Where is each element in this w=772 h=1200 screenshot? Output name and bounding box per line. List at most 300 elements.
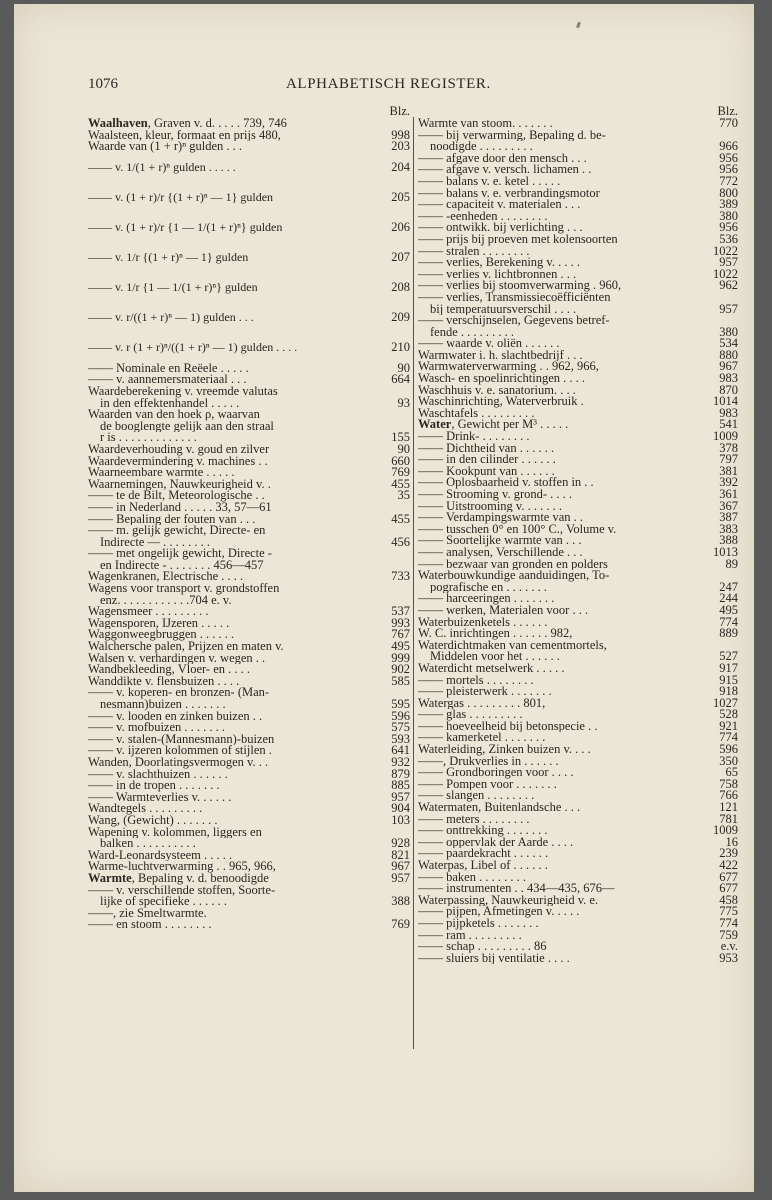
index-entry (88, 664, 410, 676)
index-entry (88, 118, 410, 130)
entry-text: enz. . . . . . . . . . . .704 e. v. (100, 594, 232, 607)
entry-page: 388 (391, 894, 410, 909)
entry-text: —— Strooming v. grond- . . . . (418, 489, 573, 501)
entry-text: —— baken . . . . . . . . (418, 871, 526, 884)
index-entry (88, 722, 410, 734)
index-entry (418, 753, 738, 768)
index-entry (88, 141, 410, 153)
entry-page: 766 (719, 788, 738, 803)
entry-page: 993 (391, 615, 410, 630)
index-entry (88, 615, 410, 630)
index-entry (418, 118, 738, 130)
index-entry (88, 687, 410, 699)
formula-entry (88, 153, 410, 183)
entry-page: 999 (391, 650, 410, 665)
entry-page: 1022 (713, 243, 738, 258)
entry-text: —— Pompen voor . . . . . . . (418, 778, 557, 791)
index-entry (88, 374, 410, 386)
index-entry (418, 185, 738, 200)
headword: Water (418, 419, 452, 432)
index-entry (418, 848, 738, 860)
index-entry (88, 861, 410, 873)
entry-page: 962 (719, 278, 738, 293)
entry-page: 759 (719, 927, 738, 942)
entry-text: —— schap . . . . . . . . . 86 (418, 941, 547, 953)
entry-text: Waschinrichting, Waterverbruik . (418, 396, 584, 408)
formula-entry (88, 273, 410, 303)
entry-page: 957 (391, 789, 410, 804)
entry-text: —— pijpketels . . . . . . . (418, 917, 539, 930)
entry-text: Waarnemingen, Nauwkeurigheid v. . (88, 478, 271, 491)
entry-page: 155 (391, 430, 410, 445)
index-entry (418, 544, 738, 559)
entry-page: 733 (391, 569, 410, 584)
entry-text: Waardeverhouding v. goud en zilver (88, 443, 270, 456)
index-entry (88, 650, 410, 665)
entry-text: Warmwaterverwarming . . 962, 966, (418, 361, 599, 374)
entry-text: —— afgave door den mensch . . . (418, 152, 587, 165)
index-entry (88, 534, 410, 549)
index-entry (418, 883, 738, 895)
entry-text: —— afgave v. versch. lichamen . . (418, 164, 592, 176)
index-entry (418, 338, 738, 350)
entry-text: Wagensporen, IJzeren . . . . . (88, 617, 230, 630)
entry-page: 880 (719, 347, 738, 362)
entry-text: Water, Gewicht per M³ . . . . . (418, 419, 569, 432)
entry-text: Walchersche palen, Prijzen en maten v. (88, 641, 284, 653)
entry-page: 247 (719, 579, 738, 594)
left-blz-header: Blz. (389, 104, 410, 118)
entry-page: 89 (725, 556, 738, 571)
entry-page: 918 (719, 684, 738, 699)
entry-text: —— te de Bilt, Meteorologische . . (88, 490, 265, 502)
index-entry (418, 324, 738, 339)
entry-text: —— v. aannemersmateriaal . . . (88, 374, 247, 386)
index-entry (418, 243, 738, 258)
index-entry (418, 280, 738, 292)
entry-text: Wagenkranen, Electrische . . . . (88, 571, 244, 584)
index-entry (418, 315, 738, 327)
entry-text: balken . . . . . . . . . . (100, 838, 196, 850)
entry-page: 769 (391, 465, 410, 480)
index-entry (418, 709, 738, 721)
entry-page: 455 (391, 476, 410, 491)
entry-text: Wanden, Doorlatingsvermogen v. . . (88, 756, 269, 769)
entry-page: 93 (397, 395, 410, 410)
entry-page: 774 (719, 614, 738, 629)
entry-page: 495 (391, 639, 410, 654)
entry-text: Waschhuis v. e. sanatorium. . . . (418, 384, 576, 397)
entry-page: 921 (719, 718, 738, 733)
entry-page: 458 (719, 892, 738, 907)
entry-page: 677 (719, 881, 738, 896)
entry-text: Waterdicht metselwerk . . . . . (418, 662, 565, 675)
entry-text: —— balans v. e. verbrandingsmotor (418, 187, 600, 200)
entry-page: 244 (719, 591, 738, 606)
index-entry (88, 885, 410, 897)
entry-page: 380 (719, 208, 738, 223)
index-entry (88, 511, 410, 526)
index-entry (418, 614, 738, 629)
entry-text: —— slangen . . . . . . . . (418, 790, 535, 803)
entry-text: —— Grondboringen voor . . . . (418, 767, 574, 779)
entry-page: 902 (391, 662, 410, 677)
index-entry (418, 382, 738, 397)
entry-text: —— verschijnselen, Gegevens betref- (418, 315, 610, 327)
entry-text: ——, zie Smeltwarmte. (88, 907, 207, 920)
running-head: ALPHABETISCH REGISTER. (286, 76, 491, 92)
index-entry (88, 502, 410, 514)
entry-text: —— in Nederland . . . . . 33, 57—61 (88, 501, 272, 514)
index-entry (418, 950, 738, 965)
entry-text: —— paardekracht . . . . . . (418, 848, 549, 860)
entry-page: 957 (719, 301, 738, 316)
entry-text: —— -eenheden . . . . . . . . (418, 210, 548, 223)
entry-text: —— onttrekking . . . . . . . (418, 825, 548, 837)
entry-page: 889 (719, 626, 738, 641)
index-entry (418, 825, 738, 837)
entry-page: 1013 (713, 544, 738, 559)
index-entry (88, 441, 410, 456)
entry-text: —— Drink- . . . . . . . . (418, 431, 530, 443)
entry-page: 775 (719, 904, 738, 919)
formula-entry (88, 303, 410, 333)
index-entry (88, 571, 410, 583)
entry-text: in den effektenhandel . . . . . (100, 397, 240, 410)
formula-text: —— v. (1 + r)/r {1 — 1/(1 + r)ⁿ} gulden (88, 220, 283, 235)
entry-page: 879 (391, 766, 410, 781)
index-entry (418, 405, 738, 420)
entry-text: Indirecte — . . . . . . . . (100, 536, 211, 549)
entry-text: —— v. stalen-(Mannesmann)-buizen (88, 733, 275, 746)
entry-page: 917 (719, 660, 738, 675)
index-entry (418, 672, 738, 687)
entry-text: —— glas . . . . . . . . . (418, 709, 523, 721)
entry-page: 1022 (713, 266, 738, 281)
entry-text: Wasch- en spoelinrichtingen . . . . (418, 373, 586, 385)
entry-text: Ward-Leonardsysteem . . . . . (88, 849, 233, 862)
index-entry (88, 560, 410, 572)
index-entry (418, 208, 738, 223)
entry-text: Middelen voor het . . . . . . (430, 651, 560, 663)
index-entry (88, 453, 410, 468)
index-entry (418, 361, 738, 373)
column-divider (413, 117, 414, 1049)
index-entry (418, 431, 738, 443)
left-entries (88, 118, 410, 931)
entry-text: —— sluiers bij ventilatie . . . . (418, 952, 570, 965)
index-entry (418, 767, 738, 779)
entry-page: 904 (391, 801, 410, 816)
entry-text: Waarneembare warmte . . . . . (88, 467, 235, 479)
entry-page: 456 (391, 534, 410, 549)
index-entry (418, 570, 738, 582)
entry-text: Watermaten, Buitenlandsche . . . (418, 802, 581, 814)
entry-text: Waschtafels . . . . . . . . . (418, 407, 535, 420)
entry-page: 915 (719, 672, 738, 687)
entry-page: 772 (719, 173, 738, 188)
entry-page: 527 (719, 649, 738, 664)
entry-page: 781 (719, 811, 738, 826)
index-entry (88, 673, 410, 688)
index-entry (88, 395, 410, 410)
entry-text: en Indirecte - . . . . . . . 456—457 (100, 559, 264, 572)
entry-text: —— balans v. e. ketel . . . . . (418, 175, 561, 188)
entry-page: 956 (719, 220, 738, 235)
headword: Waalhaven (88, 118, 148, 130)
entry-page: 870 (719, 382, 738, 397)
index-entry (88, 766, 410, 781)
index-entry (88, 595, 410, 607)
entry-page: 455 (391, 511, 410, 526)
entry-text: Warmte, Bepaling v. d. benoodigde (88, 872, 269, 885)
entry-page: 966 (719, 139, 738, 154)
entry-text: Wapening v. kolommen, liggers en (88, 826, 262, 839)
entry-page: 495 (719, 602, 738, 617)
entry-page: 541 (719, 417, 738, 432)
right-entries (418, 118, 738, 964)
right-column (418, 104, 738, 964)
entry-page: 205 (391, 190, 410, 205)
entry-page: 203 (391, 139, 410, 154)
index-entry (88, 708, 410, 723)
index-entry (418, 498, 738, 513)
entry-page: 534 (719, 336, 738, 351)
entry-page: 593 (391, 731, 410, 746)
entry-text: —— stralen . . . . . . . . (418, 245, 530, 258)
entry-page: 361 (719, 487, 738, 501)
entry-text: Waterpas, Libel of . . . . . . (418, 860, 548, 872)
index-entry (418, 640, 738, 652)
entry-text: Wagensmeer . . . . . . . . . (88, 606, 209, 618)
index-entry (418, 941, 738, 953)
entry-page: 65 (725, 765, 738, 780)
entry-text: —— tusschen 0° en 100° C., Volume v. (418, 523, 617, 536)
index-entry (418, 396, 738, 408)
index-entry (88, 838, 410, 850)
formula-text: —— v. r/((1 + r)ⁿ — 1) gulden . . . (88, 310, 254, 325)
entry-text: —— met ongelijk gewicht, Directe - (88, 548, 272, 560)
paper-fleck (576, 22, 581, 29)
entry-page: 957 (391, 870, 410, 885)
entry-page: 595 (391, 697, 410, 711)
entry-page: 209 (391, 310, 410, 325)
entry-text: Waalhaven, Graven v. d. . . . . 739, 746 (88, 118, 287, 130)
index-entry (88, 803, 410, 815)
formula-text: —— v. 1/r {1 — 1/(1 + r)ⁿ} gulden (88, 280, 258, 295)
index-entry (88, 409, 410, 421)
index-entry (88, 490, 410, 502)
index-entry (88, 583, 410, 595)
entry-text: Waterbuizenketels . . . . . . (418, 616, 548, 629)
index-entry (418, 892, 738, 907)
entry-page: 983 (719, 405, 738, 420)
entry-text: Wandtegels . . . . . . . . . (88, 803, 203, 815)
entry-page: 380 (719, 324, 738, 339)
entry-page: 932 (391, 754, 410, 769)
entry-page: 767 (391, 627, 410, 642)
entry-text: —— m. gelijk gewicht, Directe- en (88, 525, 266, 537)
entry-text: Warme-luchtverwarming . . 965, 966, (88, 861, 276, 873)
entry-text: —— werken, Materialen voor . . . (418, 604, 589, 617)
index-entry (418, 164, 738, 176)
index-entry (88, 127, 410, 142)
entry-page: 641 (391, 743, 410, 758)
entry-text: —— v. slachthuizen . . . . . . (88, 768, 228, 781)
entry-text: —— instrumenten . . 434—435, 676— (418, 883, 615, 895)
entry-text: noodigde . . . . . . . . . (430, 141, 533, 153)
entry-page: 967 (719, 359, 738, 374)
index-entry (418, 744, 738, 756)
index-entry (88, 745, 410, 757)
index-entry (88, 629, 410, 641)
entry-text: lijke of specifieke . . . . . . (100, 896, 228, 908)
entry-page: 800 (719, 185, 738, 200)
entry-text: —— v. ijzeren kolommen of stijlen . (88, 745, 272, 757)
index-entry (418, 906, 738, 918)
left-column (88, 104, 410, 931)
index-entry (418, 266, 738, 281)
entry-page: 1014 (713, 394, 738, 409)
index-entry (88, 896, 410, 908)
entry-page: 928 (391, 836, 410, 851)
entry-text: Waarde van (1 + r)ⁿ gulden . . . (88, 141, 243, 153)
index-entry (418, 231, 738, 246)
entry-text: —— Nominale en Reëele . . . . . (88, 362, 249, 375)
entry-page: 983 (719, 371, 738, 386)
index-entry (88, 548, 410, 560)
index-entry (418, 222, 738, 234)
index-entry (88, 754, 410, 769)
index-entry (418, 521, 738, 536)
index-entry (88, 386, 410, 398)
entry-page: 350 (719, 753, 738, 768)
index-entry (88, 606, 410, 618)
index-entry (88, 421, 410, 433)
headword: Warmte (88, 872, 132, 885)
entry-page: 378 (719, 440, 738, 455)
entry-page: e.v. (720, 939, 738, 954)
index-entry (418, 593, 738, 605)
entry-page: 770 (719, 116, 738, 130)
index-entry (418, 347, 738, 362)
entry-page: 575 (391, 720, 410, 735)
entry-page: 392 (719, 475, 738, 490)
entry-page: 90 (397, 360, 410, 375)
entry-text: Waterbouwkundige aanduidingen, To- (418, 570, 610, 582)
formula-entry (88, 213, 410, 243)
index-entry (88, 847, 410, 862)
entry-text: —— meters . . . . . . . . (418, 813, 530, 826)
entry-page: 769 (391, 917, 410, 932)
entry-text: —— harceeringen . . . . . . . (418, 593, 555, 605)
entry-page: 956 (719, 150, 738, 165)
index-entry (88, 525, 410, 537)
index-entry (418, 173, 738, 188)
index-entry (418, 292, 738, 304)
entry-page: 208 (391, 280, 410, 295)
index-entry (418, 141, 738, 153)
formula-text: —— v. (1 + r)/r {(1 + r)ⁿ — 1} gulden (88, 190, 274, 205)
entry-page: 677 (719, 869, 738, 884)
entry-page: 383 (719, 521, 738, 536)
entry-text: Waarden van den hoek ρ, waarvan (88, 409, 260, 421)
index-entry (418, 454, 738, 466)
index-entry (418, 556, 738, 571)
index-entry (418, 477, 738, 489)
entry-text: —— ontwikk. bij verlichting . . . (418, 222, 583, 234)
formula-entry (88, 333, 410, 363)
entry-text: —— v. verschillende stoffen, Soorte- (88, 884, 276, 897)
entry-text: —— hoeveelheid bij betonspecie . . (418, 720, 598, 733)
index-entry (418, 150, 738, 165)
entry-page: 422 (719, 858, 738, 872)
entry-text: —— pijpen, Afmetingen v. . . . . (418, 906, 580, 918)
index-entry (418, 811, 738, 826)
entry-text: Wang, (Gewicht) . . . . . . . (88, 814, 218, 827)
entry-page: 536 (719, 231, 738, 246)
index-entry (88, 360, 410, 375)
entry-page: 821 (391, 847, 410, 862)
index-entry (88, 731, 410, 746)
index-entry (418, 790, 738, 802)
entry-page: 956 (719, 162, 738, 177)
index-entry (418, 686, 738, 698)
index-entry (418, 695, 738, 710)
entry-text: —— bezwaar van gronden en polders (418, 558, 608, 571)
entry-text: Waggonweegbruggen . . . . . . (88, 629, 235, 642)
entry-page: 381 (719, 463, 738, 478)
entry-text: —— Kookpunt van . . . . . . (418, 465, 555, 478)
entry-page: 367 (719, 498, 738, 513)
formula-text: —— v. 1/r {(1 + r)ⁿ — 1} gulden (88, 250, 249, 265)
entry-text: —— v. koperen- en bronzen- (Man- (88, 687, 270, 699)
entry-text: —— verlies, Berekening v. . . . . (418, 257, 580, 269)
index-entry (418, 373, 738, 385)
entry-text: —— en stoom . . . . . . . . (88, 919, 212, 931)
index-entry (88, 780, 410, 792)
entry-text: Wagens voor transport v. grondstoffen (88, 583, 280, 595)
entry-page: 1009 (713, 429, 738, 444)
entry-text: —— verlies bij stoomverwarming . 960, (418, 280, 622, 292)
entry-page: 797 (719, 452, 738, 467)
index-entry (418, 512, 738, 524)
entry-text: r is . . . . . . . . . . . . . (100, 432, 197, 444)
entry-text: —— oppervlak der Aarde . . . . (418, 836, 574, 849)
entry-page: 537 (391, 604, 410, 619)
index-entry (88, 467, 410, 479)
entry-text: —— v. mofbuizen . . . . . . . (88, 722, 226, 734)
index-entry (418, 199, 738, 211)
index-entry (418, 776, 738, 791)
page-number: 1076 (88, 76, 118, 92)
entry-page: 1009 (713, 823, 738, 838)
entry-text: Waterleiding, Zinken buizen v. . . . (418, 744, 591, 756)
index-entry (418, 489, 738, 501)
entry-page: 204 (391, 160, 410, 175)
entry-text: de booglengte gelijk aan den straal (100, 420, 274, 433)
entry-page: 664 (391, 372, 410, 387)
entry-text: Waterpassing, Nauwkeurigheid v. e. (418, 894, 599, 907)
entry-text: Waardevermindering v. machines . . (88, 455, 268, 468)
index-entry (88, 476, 410, 491)
index-entry (88, 432, 410, 444)
index-entry (418, 130, 738, 142)
index-entry (418, 579, 738, 594)
entry-page: 660 (391, 453, 410, 468)
entry-text: bij temperatuursverschil . . . . (430, 303, 577, 316)
index-entry (418, 602, 738, 617)
